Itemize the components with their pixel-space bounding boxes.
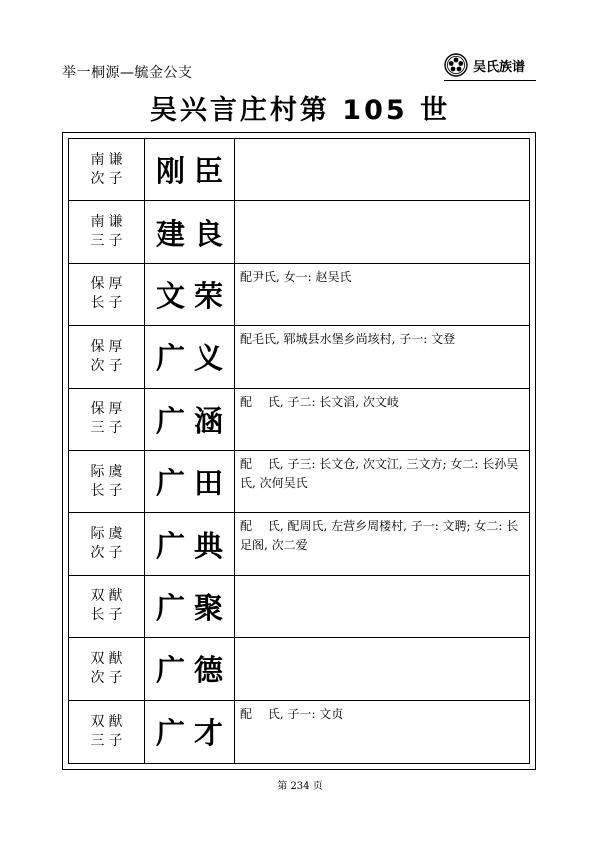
table-row	[69, 389, 529, 451]
member-name: 广才	[145, 701, 235, 763]
birth-order: 次子	[90, 545, 127, 562]
birth-order: 长子	[90, 482, 127, 499]
birth-order: 三子	[90, 233, 127, 250]
member-note: 配尹氏, 女一: 赵吴氏	[240, 269, 352, 284]
member-name: 广涵	[145, 389, 235, 450]
member-name: 广聚	[145, 576, 235, 637]
lineage-cell	[69, 389, 145, 450]
member-name: 广田	[145, 451, 235, 512]
table-row	[69, 139, 529, 201]
birth-order: 次子	[90, 669, 127, 686]
father-name: 保厚	[90, 276, 127, 293]
father-name: 保厚	[90, 401, 127, 418]
birth-order: 次子	[90, 357, 127, 374]
member-note: 配 氏, 子三: 长文仓, 次文江, 三文方; 女二: 长孙吴氏, 次何吴氏	[240, 456, 519, 490]
genealogy-table	[68, 138, 530, 764]
table-row	[69, 513, 529, 575]
member-note	[235, 139, 529, 200]
branch-title: 举一桐源—毓金公支	[62, 65, 193, 81]
father-name: 南谦	[90, 151, 127, 168]
member-note: 配 氏, 子一: 文贞	[240, 706, 344, 721]
lineage-cell	[69, 201, 145, 262]
lineage-cell	[69, 576, 145, 637]
lineage-cell	[69, 513, 145, 574]
father-name: 际虞	[90, 526, 127, 543]
birth-order: 长子	[90, 295, 127, 312]
member-name: 建良	[145, 201, 235, 262]
member-name: 广义	[145, 326, 235, 387]
father-name: 双猷	[90, 650, 127, 667]
table-row	[69, 326, 529, 388]
table-row	[69, 264, 529, 326]
table-row	[69, 576, 529, 638]
member-note	[235, 201, 529, 262]
lineage-cell	[69, 451, 145, 512]
father-name: 双猷	[90, 588, 127, 605]
father-name: 际虞	[90, 463, 127, 480]
lineage-cell	[69, 701, 145, 763]
member-note	[235, 576, 529, 637]
father-name: 保厚	[90, 338, 127, 355]
father-name: 双猷	[90, 713, 127, 730]
page-title: 吴兴言庄村第 105 世	[149, 95, 451, 126]
father-name: 南谦	[90, 214, 127, 231]
birth-order: 长子	[90, 607, 127, 624]
table-row	[69, 701, 529, 763]
lineage-cell	[69, 638, 145, 699]
birth-order: 三子	[90, 732, 127, 749]
member-name: 广典	[145, 513, 235, 574]
member-note	[235, 638, 529, 699]
genealogy-frame	[62, 132, 536, 770]
table-row	[69, 201, 529, 263]
clan-seal-icon	[444, 53, 468, 77]
member-note: 配 氏, 配周氏, 左营乡周楼村, 子一: 文聘; 女二: 长足阁, 次二爱	[240, 519, 519, 553]
member-note: 配 氏, 子二: 长文滔, 次文岐	[240, 394, 399, 409]
birth-order: 三子	[90, 420, 127, 437]
table-row	[69, 638, 529, 700]
member-name: 文荣	[145, 264, 235, 325]
member-name: 广德	[145, 638, 235, 699]
brand-label: 吴氏族谱	[473, 59, 526, 75]
table-row	[69, 451, 529, 513]
member-name: 刚臣	[145, 139, 235, 200]
lineage-cell	[69, 264, 145, 325]
lineage-cell	[69, 139, 145, 200]
birth-order: 次子	[90, 170, 127, 187]
brand-mark	[444, 50, 536, 81]
page-number: 第 234 页	[277, 781, 323, 792]
lineage-cell	[69, 326, 145, 387]
member-note: 配毛氏, 郓城县水堡乡尚垓村, 子一: 文登	[240, 332, 456, 347]
